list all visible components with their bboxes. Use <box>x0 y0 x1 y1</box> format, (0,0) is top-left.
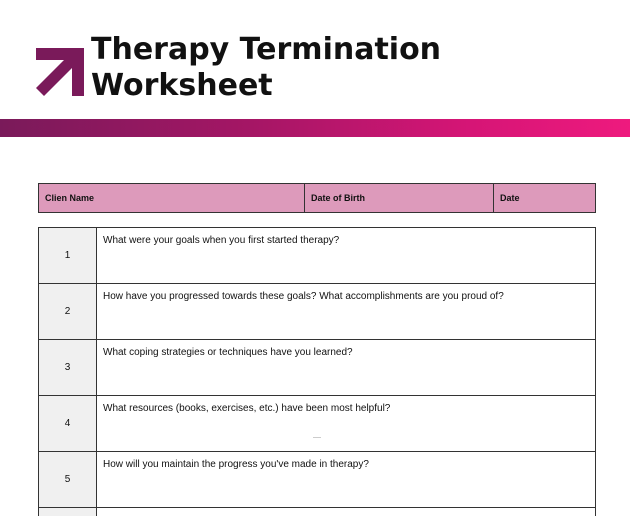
client-info-table <box>38 183 596 213</box>
question-text-content: What resources (books, exercises, etc.) have been most helpful? <box>103 403 391 414</box>
question-number: 5 <box>39 452 97 507</box>
client-name-label: Clien Name <box>39 184 305 212</box>
question-number-empty <box>39 508 97 516</box>
question-text[interactable] <box>97 340 595 395</box>
title-line-2: Worksheet <box>91 68 273 103</box>
date-of-birth-label: Date of Birth <box>305 184 494 212</box>
faint-dash-mark <box>313 437 321 438</box>
arrow-up-right-icon <box>36 48 86 96</box>
question-text[interactable] <box>97 452 595 507</box>
question-text[interactable] <box>97 228 595 283</box>
header-gradient-bar <box>0 119 630 137</box>
question-row <box>39 452 595 508</box>
date-label: Date <box>500 193 520 203</box>
title-line-1: Therapy Termination <box>91 32 442 67</box>
question-number: 4 <box>39 396 97 451</box>
question-row <box>39 228 595 284</box>
question-text-content: What coping strategies or techniques have you learned? <box>103 347 353 358</box>
question-number: 3 <box>39 340 97 395</box>
question-text-empty[interactable] <box>97 508 595 516</box>
question-text[interactable] <box>97 284 595 339</box>
page-title <box>91 32 441 104</box>
question-number: 2 <box>39 284 97 339</box>
question-row <box>39 340 595 396</box>
question-text-content: How will you maintain the progress you've made in therapy? <box>103 459 369 470</box>
question-text[interactable] <box>97 396 595 451</box>
question-row-partial <box>39 508 595 516</box>
question-number: 1 <box>39 228 97 283</box>
question-text-content: How have you progressed towards these goals? What accomplishments are you proud of? <box>103 291 504 302</box>
questions-table <box>38 227 596 516</box>
question-text-content: What were your goals when you first started therapy? <box>103 235 340 246</box>
question-row <box>39 284 595 340</box>
question-row <box>39 396 595 452</box>
